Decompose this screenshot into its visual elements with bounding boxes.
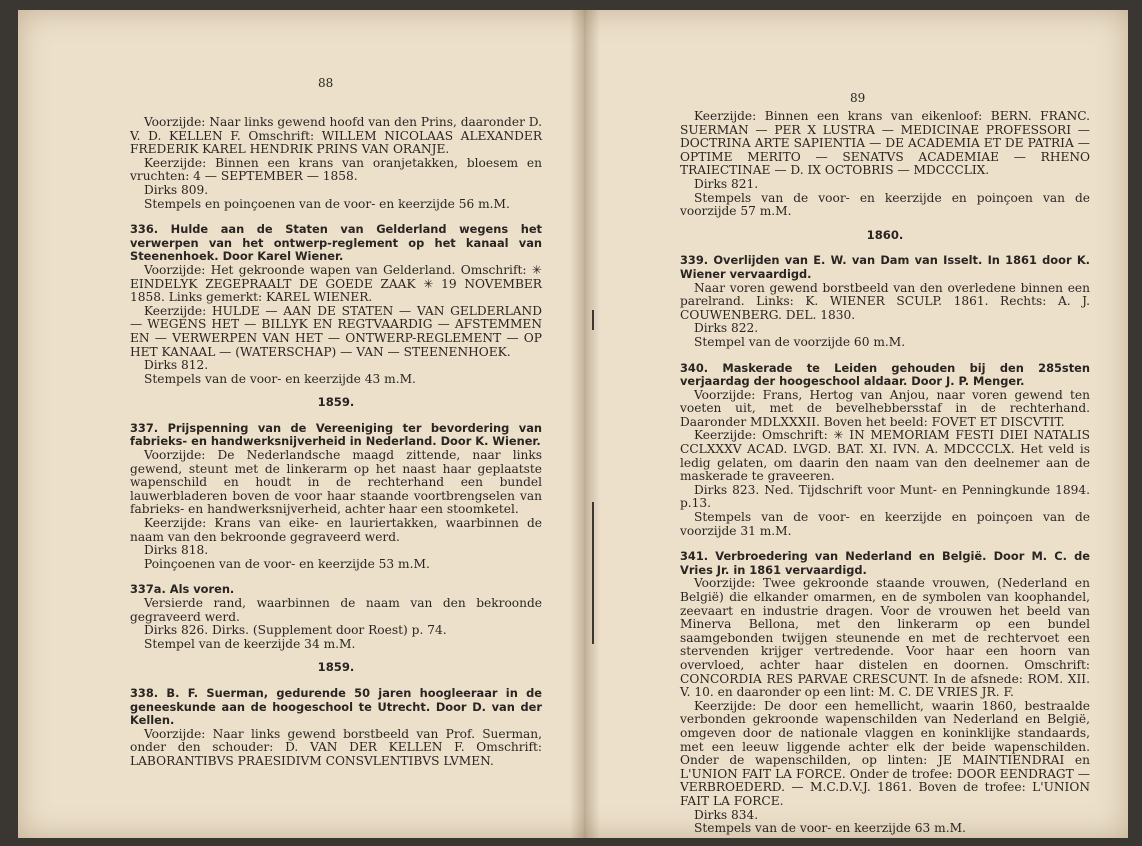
paragraph: Voorzijde: Twee gekroonde staande vrouwen, (Nederland en België) die elkander omarmen, en de symbolen van koophandel, zeevaart en industrie dragen. Voor de vrouwen het beeld van Minerva Bellona, met den linkerarm op een bundel saamgebonden twijgen steunende en met de rechtervoet een stervenden krijger vertredende. Voor haar een hoorn van overvloed, achter haar distelen en doornen. Omschrift: CONCORDIA RES PARVAE CRESCUNT. In de afsnede: ROM. XII. V. 10. en daaronder op een lint: M. C. DE VRIES JR. F. — [680, 576, 1090, 700]
page-edge-mark — [592, 310, 594, 330]
year-heading: 1859. — [317, 660, 355, 675]
book-gutter — [570, 10, 600, 838]
paragraph: Dirks 834. — [694, 807, 759, 822]
right-text-column — [680, 110, 1090, 836]
book-spread — [18, 10, 1128, 838]
entry-heading: 336. Hulde aan de Staten van Gelderland wegens het verwerpen van het ontwerp-reglement op het kanaal van Steenenhoek. Door Karel Wiener. — [130, 222, 542, 264]
entry-heading: 339. Overlijden van E. W. van Dam van Isselt. In 1861 door K. Wiener vervaardigd. — [680, 253, 1090, 281]
paragraph: Keerzijde: Krans van eike- en lauriertakken, waarbinnen de naam van den bekroonde gegraveerd werd. — [130, 516, 542, 544]
paragraph: Dirks 821. — [694, 176, 759, 191]
paragraph: Voorzijde: Het gekroonde wapen van Gelderland. Omschrift: ✳ EINDELYK ZEGEPRAALT DE GOEDE ZAAK ✳ 19 NOVEMBER 1858. Links gemerkt: KAREL WIENER. — [130, 262, 542, 305]
paragraph: Stempels van de voor- en keerzijde 43 m.M. — [144, 371, 416, 386]
paragraph: Versierde rand, waarbinnen de naam van den bekroonde gegraveerd werd. — [130, 596, 542, 624]
paragraph: Dirks 818. — [144, 543, 209, 558]
paragraph: Stempels en poinçoenen van de voor- en keerzijde 56 m.M. — [144, 196, 510, 211]
paragraph: Keerzijde: De door een hemellicht, waarin 1860, bestraalde verbonden gekroonde wapenschilden van Nederland en België, omgeven door de nationale vlaggen en koninklijke standaards, met een leeuw liggende achter elk der beide wapenschilden. Onder de wapenschilden, op linten: JE MAINTIENDRAI en L'UNION FAIT LA FORCE. Onder de trofee: DOOR EENDRAGT — VERBROEDERD. — M.C.D.V.J. 1861. Boven de trofee: L'UNION FAIT LA FORCE. — [680, 698, 1090, 808]
paragraph: Voorzijde: Frans, Hertog van Anjou, naar voren gewend ten voeten uit, met de bevelhebbersstaf in de rechterhand. Daaronder MDLXXXII. Boven het beeld: FOVET ET DISCVTIT. — [680, 387, 1090, 429]
entry-heading: 338. B. F. Suerman, gedurende 50 jaren hoogleeraar in de geneeskunde aan de hoogeschool te Utrecht. Door D. van der Kellen. — [130, 685, 542, 728]
paragraph: Keerzijde: HULDE — AAN DE STATEN — VAN GELDERLAND — WEGENS HET — BILLYK EN REGTVAARDIG — AFSTEMMEN EN — VERWERPEN VAN HET — ONTWERP-REGLEMENT — OP HET KANAAL — (WATERSCHAP) — VAN — STEENENHOEK. — [130, 303, 542, 359]
paragraph: Keerzijde: Binnen een krans van oranjetakken, bloesem en vruchten: 4 — SEPTEMBER — 1858. — [130, 155, 542, 184]
year-heading: 1859. — [317, 395, 355, 410]
paragraph: Dirks 822. — [694, 321, 759, 336]
page-number: 88 — [318, 76, 334, 90]
paragraph: Stempels van de voor- en keerzijde 63 m.M. — [694, 821, 966, 836]
paragraph: Dirks 823. Ned. Tijdschrift voor Munt- en Penningkunde 1894. p.13. — [680, 482, 1090, 511]
paragraph: Keerzijde: Binnen een krans van eikenloof: BERN. FRANC. SUERMAN — PER X LUSTRA — MEDICINAE PROFESSORI — DOCTRINA ARTE SAPIENTIA — DE ACADEMIA ET DE PATRIA — OPTIME MERITO — SENATVS ACADEMIAE — RHENO TRAIECTINAE — D. IX OCTOBRIS — MDCCCLIX. — [680, 109, 1090, 178]
entry-heading: 341. Verbroedering van Nederland en België. Door M. C. de Vries Jr. in 1861 vervaardigd. — [680, 549, 1090, 577]
paragraph: Dirks 826. Dirks. (Supplement door Roest) p. 74. — [144, 623, 447, 638]
paragraph: Dirks 812. — [144, 358, 209, 373]
left-page — [18, 10, 570, 838]
paragraph: Voorzijde: Naar links gewend borstbeeld van Prof. Suerman, onder den schouder: D. VAN DER KELLEN F. Omschrift: LABORANTIBVS PRAESIDIVM CONSVLENTIBVS LVMEN. — [130, 726, 542, 768]
paragraph: Keerzijde: Omschrift: ✳ IN MEMORIAM FESTI DIEI NATALIS CCLXXXV ACAD. LVGD. BAT. XI. IVN. A. MDCCCLX. Het veld is ledig gelaten, om daarin den naam van den deelnemer aan de maskerade te graveeren. — [680, 428, 1090, 484]
paragraph: Voorzijde: Naar links gewend hoofd van den Prins, daaronder D. V. D. KELLEN F. Omschrift: WILLEM NICOLAAS ALEXANDER FREDERIK KAREL HENDRIK PRINS VAN ORANJE. — [130, 115, 542, 157]
paragraph: Voorzijde: De Nederlandsche maagd zittende, naar links gewend, steunt met de linkerarm op het naast haar geplaatste wapenschild en houdt in de rechterhand een bundel lauwerbladeren boven de voor haar staande voortbrengselen van fabrieks- en handwerksnijverheid, achter haar een stoomketel. — [130, 448, 542, 517]
paragraph: Poinçoenen van de voor- en keerzijde 53 m.M. — [144, 556, 430, 571]
paragraph: Stempels van de voor- en keerzijde en poinçoen van de voorzijde 57 m.M. — [680, 190, 1090, 219]
entry-heading: 337. Prijspenning van de Vereeniging ter bevordering van fabrieks- en handwerksnijverheid in Nederland. Door K. Wiener. — [130, 420, 542, 449]
paragraph: Stempel van de voorzijde 60 m.M. — [694, 334, 906, 349]
entry-heading: 340. Maskerade te Leiden gehouden bij den 285sten verjaardag der hoogeschool aldaar. Door J. P. Menger. — [680, 360, 1090, 389]
paragraph: Stempel van de keerzijde 34 m.M. — [144, 636, 356, 651]
paragraph: Naar voren gewend borstbeeld van den overledene binnen een parelrand. Links: K. WIENER SCULP. 1861. Rechts: A. J. COUWENBERG. DEL. 1830. — [680, 280, 1090, 322]
page-edge-mark — [592, 502, 594, 644]
right-page — [600, 10, 1128, 838]
left-text-column — [130, 116, 542, 769]
year-heading: 1860. — [866, 227, 904, 242]
paragraph: Dirks 809. — [144, 182, 209, 197]
page-number: 89 — [850, 91, 866, 105]
entry-heading: 337a. Als voren. — [130, 582, 235, 597]
paragraph: Stempels van de voor- en keerzijde en poinçoen van de voorzijde 31 m.M. — [680, 510, 1090, 538]
